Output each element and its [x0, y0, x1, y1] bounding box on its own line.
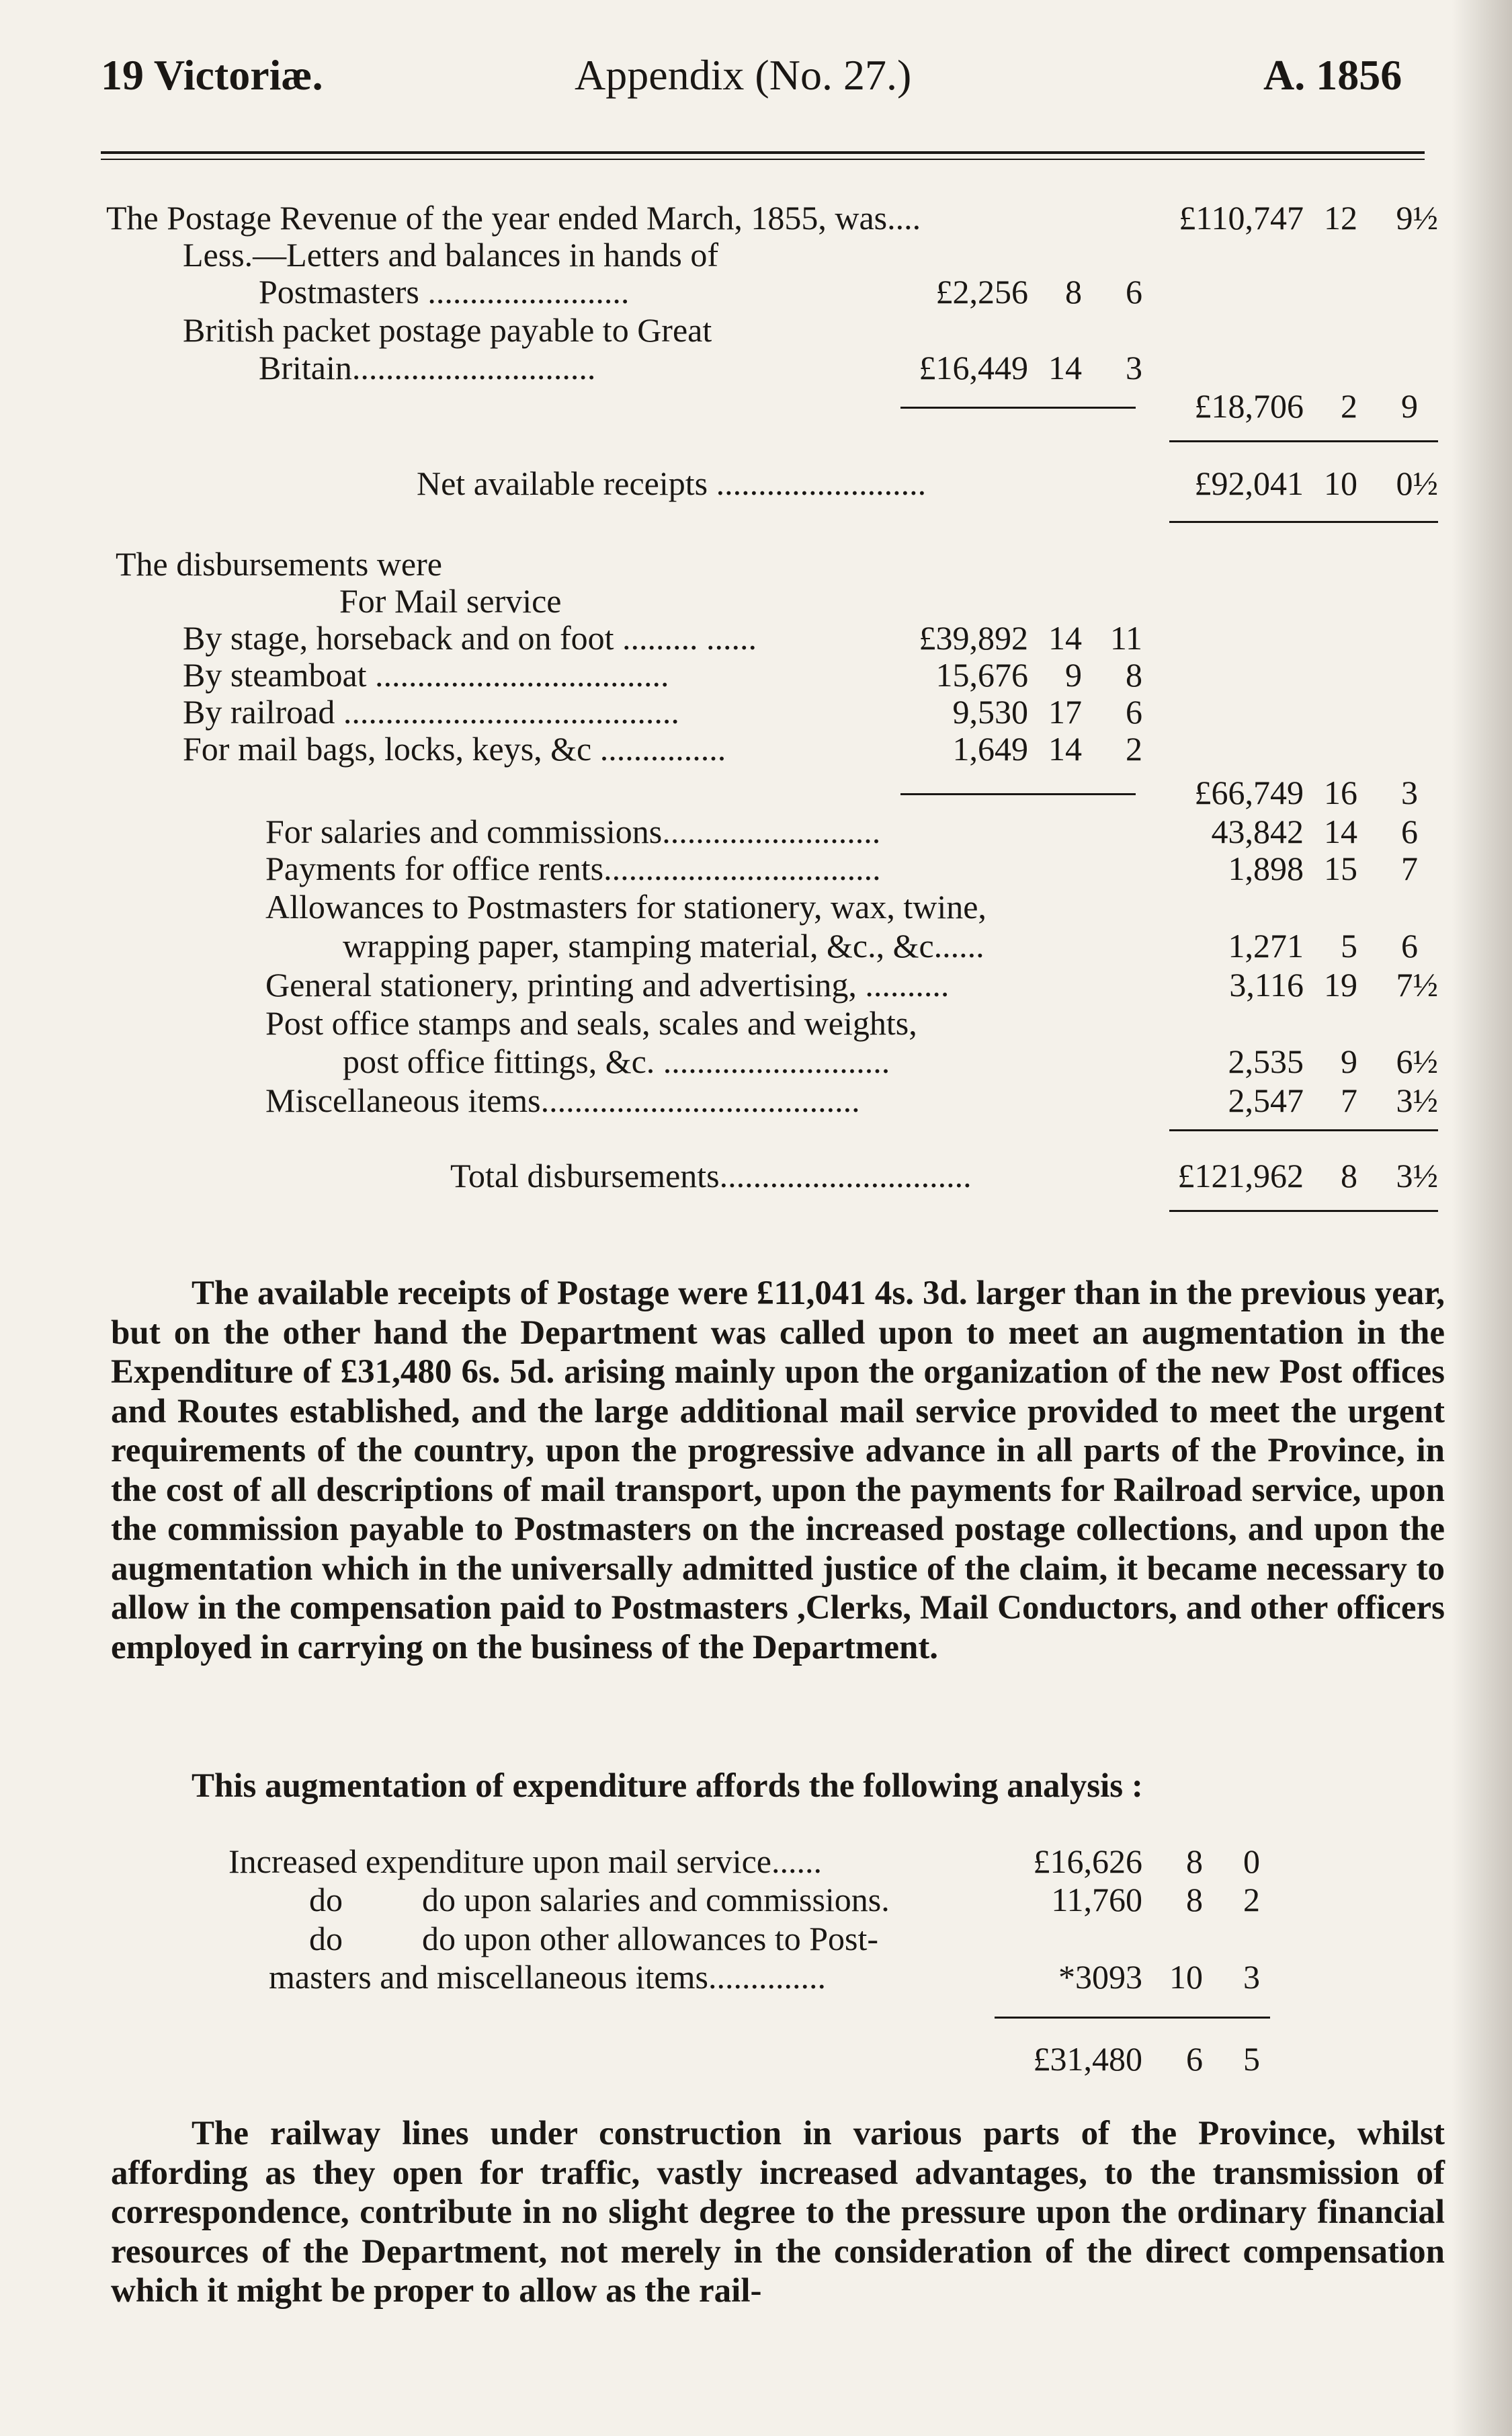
- revenue-intro-shillings: 12: [1324, 199, 1357, 237]
- total-disb-shillings: 8: [1341, 1157, 1357, 1194]
- stamps-pence: 6½: [1396, 1043, 1438, 1080]
- allowances-pence: 6: [1401, 927, 1418, 965]
- allowances-line-2: wrapping paper, stamping material, &c., &c......: [343, 927, 984, 965]
- mail-item-pence: 2: [1126, 730, 1142, 768]
- analysis-row2-do: do: [309, 1881, 343, 1918]
- salaries-shillings: 14: [1324, 813, 1357, 850]
- analysis-row1-shillings: 8: [1186, 1842, 1203, 1880]
- page-edge-shadow: [1452, 0, 1512, 2436]
- misc-pence: 3½: [1396, 1082, 1438, 1119]
- analysis-row1-pounds: £16,626: [1033, 1842, 1142, 1880]
- mail-item-pounds: 15,676: [935, 656, 1028, 694]
- rents-shillings: 15: [1324, 850, 1357, 887]
- header-rule-thin: [101, 159, 1425, 160]
- analysis-row4-shillings: 10: [1169, 1958, 1203, 1996]
- stationery-shillings: 19: [1324, 966, 1357, 1004]
- less-pounds: £2,256: [935, 273, 1028, 311]
- mail-sum-line: [900, 793, 1136, 795]
- mail-item-pounds: 1,649: [952, 730, 1028, 768]
- less-pence: 6: [1126, 273, 1142, 311]
- analysis-row1-label: Increased expenditure upon mail service......: [228, 1842, 822, 1880]
- revenue-intro: The Postage Revenue of the year ended March, 1855, was....: [106, 199, 921, 237]
- salaries-label: For salaries and commissions..........................: [265, 813, 881, 850]
- net-shillings: 10: [1324, 464, 1357, 502]
- less-total-pence: 9: [1401, 387, 1418, 425]
- net-top-line: [1169, 440, 1438, 442]
- body-paragraph-2: [111, 2114, 1445, 2311]
- mail-item-label: By steamboat ...................................: [183, 656, 669, 694]
- analysis-row2-pounds: 11,760: [1051, 1881, 1142, 1918]
- total-disb-bottom-line: [1169, 1210, 1438, 1212]
- header-rule: [101, 151, 1425, 154]
- allowances-pounds: 1,271: [1228, 927, 1304, 965]
- less-total-pounds: £18,706: [1194, 387, 1304, 425]
- mail-total-shillings: 16: [1324, 774, 1357, 811]
- misc-pounds: 2,547: [1228, 1082, 1304, 1119]
- packet-shillings: 14: [1048, 349, 1082, 387]
- mail-item-pence: 6: [1126, 693, 1142, 731]
- less-shillings: 8: [1065, 273, 1082, 311]
- revenue-intro-pounds: £110,747: [1179, 199, 1304, 237]
- packet-pence: 3: [1126, 349, 1142, 387]
- mail-total-pence: 3: [1401, 774, 1418, 811]
- disb-sum-line: [1169, 1129, 1438, 1131]
- less-total-shillings: 2: [1341, 387, 1357, 425]
- analysis-row1-pence: 0: [1243, 1842, 1260, 1880]
- analysis-total-shillings: 6: [1186, 2040, 1203, 2078]
- analysis-row2-pence: 2: [1243, 1881, 1260, 1918]
- net-pounds: £92,041: [1194, 464, 1304, 502]
- mail-item-pence: 8: [1126, 656, 1142, 694]
- less-line-2: Postmasters ........................: [259, 273, 630, 311]
- mail-item-shillings: 14: [1048, 730, 1082, 768]
- total-disb-pence: 3½: [1396, 1157, 1438, 1194]
- mail-item-pence: 11: [1109, 619, 1142, 657]
- mail-item-label: For mail bags, locks, keys, &c ...............: [183, 730, 726, 768]
- salaries-pence: 6: [1401, 813, 1418, 850]
- analysis-row2-shillings: 8: [1186, 1881, 1203, 1918]
- analysis-row4-pence: 3: [1243, 1958, 1260, 1996]
- stamps-shillings: 9: [1341, 1043, 1357, 1080]
- total-disb-label: Total disbursements..............................: [450, 1157, 972, 1194]
- stationery-label: General stationery, printing and advertising, ..........: [265, 966, 950, 1004]
- analysis-sum-line: [995, 2017, 1270, 2019]
- paragraph-2-text: The railway lines under construction in various parts of the Province, whilst affording as they open for traffic, vastly increased advantages, to the transmission of correspondence, contribute in no slight degree to the pressure upon the ordinary financial resources of the Department, not merely in the consideration of the direct compensation which it might be proper to allow as the rail-: [111, 2115, 1445, 2310]
- analysis-row4-label: masters and miscellaneous items..............: [269, 1958, 827, 1996]
- analysis-total-pence: 5: [1243, 2040, 1260, 2078]
- mail-item-shillings: 14: [1048, 619, 1082, 657]
- rents-pounds: 1,898: [1228, 850, 1304, 887]
- misc-label: Miscellaneous items......................................: [265, 1082, 860, 1119]
- header-right: A. 1856: [1263, 51, 1402, 99]
- mail-item-shillings: 9: [1065, 656, 1082, 694]
- misc-shillings: 7: [1341, 1082, 1357, 1119]
- analysis-row4-pounds: *3093: [1058, 1958, 1142, 1996]
- stationery-pounds: 3,116: [1229, 966, 1304, 1004]
- analysis-row3-do: do: [309, 1920, 343, 1957]
- stationery-pence: 7½: [1396, 966, 1438, 1004]
- rents-pence: 7: [1401, 850, 1418, 887]
- mail-item-label: By railroad ........................................: [183, 693, 679, 731]
- net-label: Net available receipts .........................: [417, 464, 927, 502]
- paragraph-1-text: The available receipts of Postage were £11,041 4s. 3d. larger than in the previous year, but on the other hand the Department was called upon to meet an augmentation in the Expenditure of £31,480 6s. 5d. arising mainly upon the organization of the new Post offices and Routes established, and the large additional mail service provided to meet the urgent requirements of the country, upon the progressive advance in all parts of the Province, in the cost of all descriptions of mail transport, upon the payments for Railroad service, upon the commission payable to Postmasters on the increased postage collections, and upon the augmentation which in the universally admitted justice of the claim, it became necessary to allow in the compensation paid to Postmasters ,Clerks, Mail Conductors, and other officers employed in carrying on the business of the Department.: [111, 1274, 1445, 1666]
- header-left: 19 Victoriæ.: [101, 51, 323, 99]
- mail-total-pounds: £66,749: [1194, 774, 1304, 811]
- stamps-line-1: Post office stamps and seals, scales and weights,: [265, 1004, 917, 1042]
- rents-label: Payments for office rents.................................: [265, 850, 881, 887]
- header-center: Appendix (No. 27.): [575, 51, 912, 99]
- body-paragraph-1: [111, 1274, 1445, 1667]
- packet-line-2: Britain.............................: [259, 349, 596, 387]
- stamps-line-2: post office fittings, &c. ...........................: [343, 1043, 890, 1080]
- less-sum-line: [900, 407, 1136, 409]
- stamps-pounds: 2,535: [1228, 1043, 1304, 1080]
- disb-intro: The disbursements were: [116, 545, 442, 583]
- analysis-row2-label: do upon salaries and commissions.: [422, 1881, 890, 1918]
- packet-line-1: British packet postage payable to Great: [183, 311, 712, 349]
- less-line-1: Less.—Letters and balances in hands of: [183, 236, 718, 274]
- analysis-row3-label: do upon other allowances to Post-: [422, 1920, 879, 1957]
- revenue-intro-pence: 9½: [1396, 199, 1438, 237]
- analysis-total-pounds: £31,480: [1033, 2040, 1142, 2078]
- mail-item-pounds: £39,892: [919, 619, 1028, 657]
- packet-pounds: £16,449: [919, 349, 1028, 387]
- salaries-pounds: 43,842: [1211, 813, 1304, 850]
- net-pence: 0½: [1396, 464, 1438, 502]
- mail-item-pounds: 9,530: [952, 693, 1028, 731]
- mail-item-label: By stage, horseback and on foot ......... ......: [183, 619, 757, 657]
- analysis-intro: This augmentation of expenditure affords the following analysis :: [192, 1767, 1143, 1805]
- mail-item-shillings: 17: [1048, 693, 1082, 731]
- disb-subhead: For Mail service: [339, 582, 562, 620]
- allowances-line-1: Allowances to Postmasters for stationery, wax, twine,: [265, 888, 986, 926]
- total-disb-pounds: £121,962: [1177, 1157, 1304, 1194]
- allowances-shillings: 5: [1341, 927, 1357, 965]
- net-bottom-line: [1169, 521, 1438, 523]
